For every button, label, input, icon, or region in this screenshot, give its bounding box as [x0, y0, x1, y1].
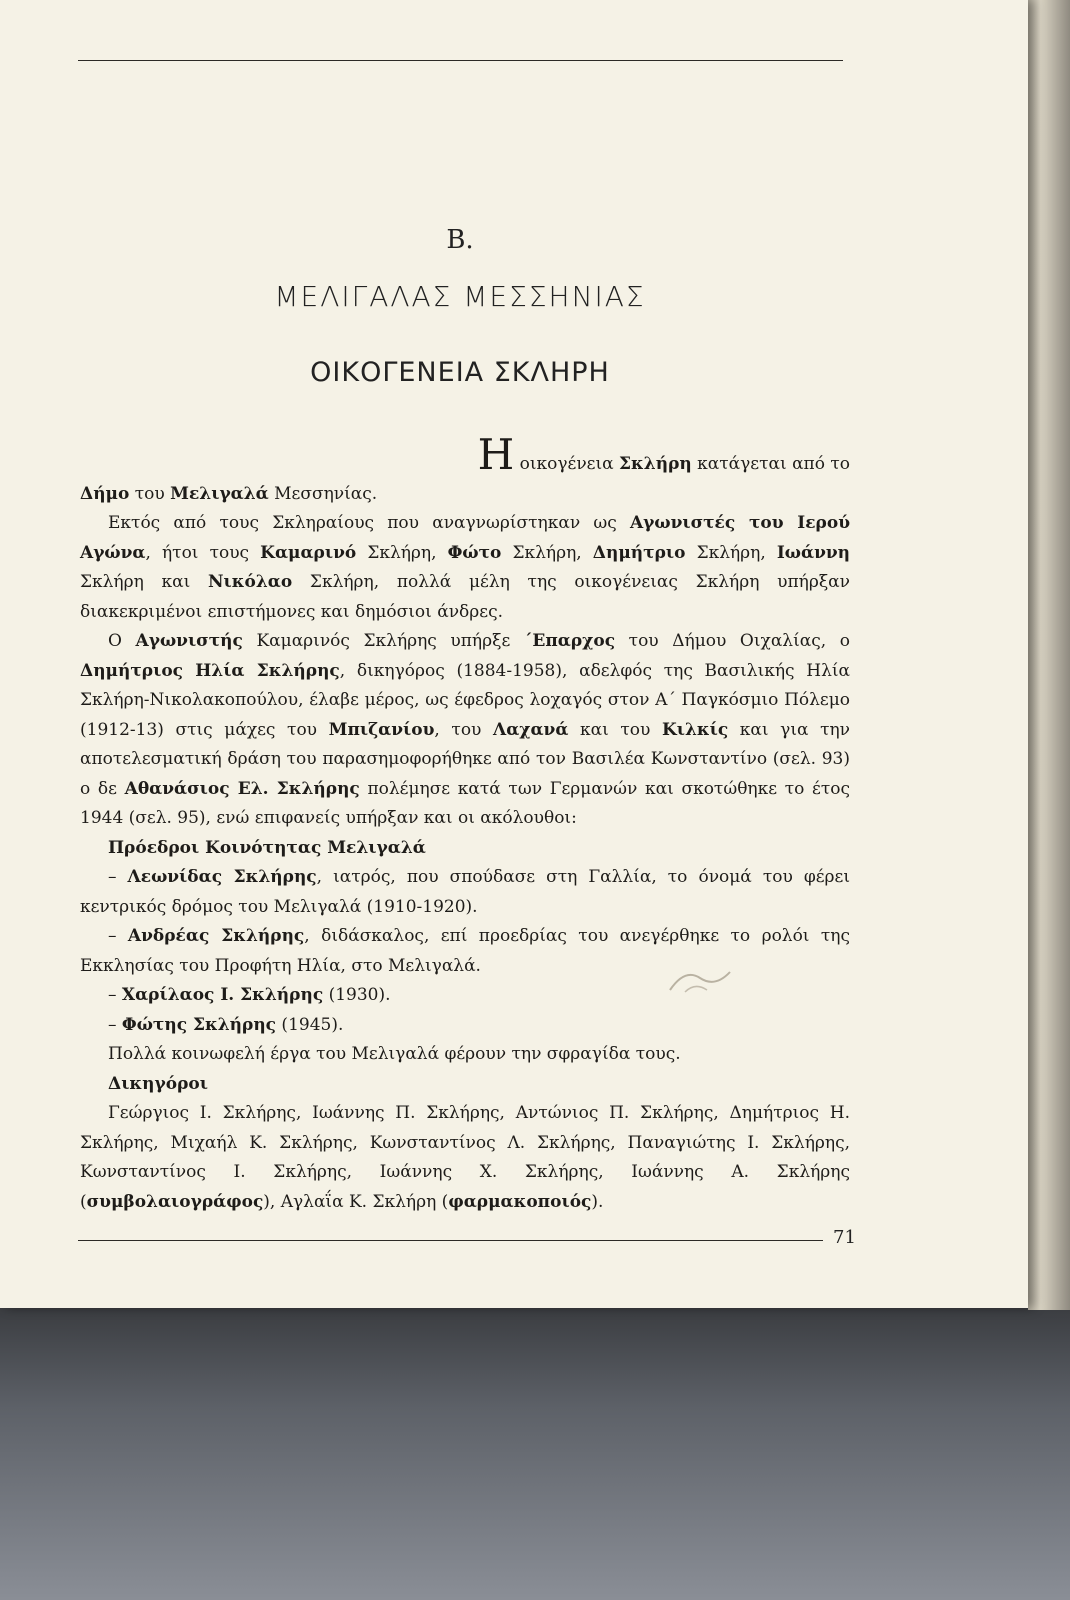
text: Σκλήρη, πολλά μέλη της οικογένειας Σκλήρη υπήρξαν διακεκριμένοι επιστήμονες και δημόσιοι άνδρες. — [80, 572, 850, 622]
dash: – — [108, 926, 128, 946]
text: και του — [568, 719, 662, 740]
family-heading: ΟΙΚΟΓΕΝΕΙΑ ΣΚΛΗΡΗ — [310, 357, 610, 388]
bold-text: Νικόλαο — [208, 572, 293, 592]
dash: – — [108, 1014, 122, 1035]
text: , του — [434, 719, 493, 740]
text: ). — [591, 1191, 604, 1212]
chapter-heading: ΜΕΛΙΓΑΛΑΣ ΜΕΣΣΗΝΙΑΣ — [274, 280, 646, 313]
dash: – — [108, 985, 122, 1005]
bold-text: Μελιγαλά — [170, 483, 269, 504]
text: του — [129, 483, 171, 504]
paragraph-intro-line2 — [80, 480, 850, 510]
text: και για την αποτελεσματική δράση του παρασημοφορήθηκε από τον Βασιλέα Κωνσταντίνο (σελ. 93) ο δε — [80, 719, 850, 799]
footer-rule — [78, 1240, 823, 1241]
bold-text: φαρμακοποιός — [448, 1191, 592, 1212]
bold-text: Αθανάσιος Ελ. Σκλήρης — [124, 778, 360, 799]
body-text — [80, 430, 851, 1217]
text: Μεσσηνίας. — [268, 483, 378, 504]
text: Σκλήρη, — [685, 542, 777, 563]
bold-text: Δημήτριος Ηλία Σκλήρης — [80, 660, 340, 681]
bold-text: Φώτο — [447, 542, 502, 563]
text: (1930). — [323, 985, 391, 1005]
header-rule — [78, 60, 843, 61]
text: Γεώργιος Ι. Σκλήρης, Ιωάννης Π. Σκλήρης, Αντώνιος Π. Σκλήρης, Δημήτριος Η. Σκλήρης, Μιχαήλ Κ. Σκλήρης, Κωνσταντίνος Λ. Σκλήρης, Παναγιώτης Ι. Σκλήρης, Κωνσταντίνος Ι. Σκλήρης, Ιωάννης Χ. Σκλήρης, Ιωάννης Α. Σκλήρης ( — [80, 1103, 850, 1212]
bold-text: Λεωνίδας Σκλήρης — [127, 867, 317, 887]
bold-text: Κιλκίς — [661, 719, 729, 740]
bold-text: Σκλήρη — [619, 454, 692, 474]
president-item — [80, 863, 850, 922]
dash: – — [108, 867, 128, 887]
text: , διδάσκαλος, επί προεδρίας του ανεγέρθηκε το ρολόι της Εκκλησίας του Προφήτη Ηλία, στο Μελιγαλά. — [80, 926, 850, 976]
lawyers-heading: Δικηγόροι — [108, 1073, 208, 1094]
text: του Δήμου Οιχαλίας, ο — [615, 631, 850, 651]
text: Ο — [108, 631, 136, 651]
paragraph-fighters — [80, 509, 850, 627]
paragraph-intro-line1 — [80, 430, 850, 480]
bold-text: συμβολαιογράφος — [86, 1191, 264, 1212]
text: (1945). — [276, 1014, 344, 1035]
section-letter: Β. — [446, 225, 474, 255]
page-edge — [1028, 0, 1070, 1310]
paragraph-lawyers — [80, 1099, 850, 1217]
bold-text: Φώτης Σκλήρης — [121, 1014, 277, 1035]
bold-text: Αγωνιστές του Ιερού Αγώνα — [80, 513, 850, 563]
bold-text: ΄Επαρχος — [523, 631, 616, 651]
text: Σκλήρη και — [80, 572, 209, 592]
text: Σκλήρη, — [501, 542, 593, 563]
presidents-heading: Πρόεδροι Κοινότητας Μελιγαλά — [108, 837, 426, 858]
text: , ιατρός, που σπούδασε στη Γαλλία, το όνομά του φέρει κεντρικός δρόμος του Μελιγαλά (1910-1920). — [80, 867, 851, 917]
bold-text: Καμαρινό — [260, 542, 357, 563]
text: , δικηγόρος (1884-1958), αδελφός της Βασιλικής Ηλία Σκλήρη-Νικολακοπούλου, έλαβε μέρος, ως έφεδρος λοχαγός στον Α΄ Παγκόσμιο Πόλεμο (1912-13) στις μάχες του — [80, 660, 851, 740]
bold-text: Μπιζανίου — [328, 719, 435, 740]
page-number: 71 — [833, 1227, 856, 1248]
bold-text: Αγωνιστής — [135, 631, 243, 651]
text: οικογένεια — [514, 454, 620, 474]
text: , ήτοι τους — [145, 542, 261, 563]
text: κατάγεται από το — [691, 454, 850, 474]
text: πολέμησε κατά των Γερμανών και σκοτώθηκε το έτος 1944 (σελ. 95), ενώ επιφανείς υπήρξαν και οι ακόλουθοι: — [80, 778, 850, 828]
text: Εκτός από τους Σκληραίους που αναγνωρίστηκαν ως — [108, 513, 630, 533]
bold-text: Δημήτριο — [592, 542, 686, 563]
works-line: Πολλά κοινωφελή έργα του Μελιγαλά φέρουν την σφραγίδα τους. — [108, 1044, 681, 1064]
text: ), Αγλαΐα Κ. Σκλήρη ( — [263, 1191, 449, 1212]
bold-text: Ιωάννη — [776, 542, 851, 563]
paragraph-history — [80, 627, 850, 834]
scanner-background — [0, 1305, 1070, 1600]
text: Σκλήρη, — [356, 542, 448, 563]
bold-text: Ανδρέας Σκλήρης — [127, 926, 305, 946]
president-item — [80, 1011, 850, 1041]
pencil-mark — [665, 960, 735, 1000]
bold-text: Δήμο — [80, 483, 130, 504]
drop-cap: Η — [477, 430, 515, 479]
bold-text: Λαχανά — [493, 719, 569, 740]
text: Καμαρινός Σκλήρης υπήρξε — [242, 631, 524, 651]
bold-text: Χαρίλαος Ι. Σκλήρης — [121, 985, 324, 1005]
